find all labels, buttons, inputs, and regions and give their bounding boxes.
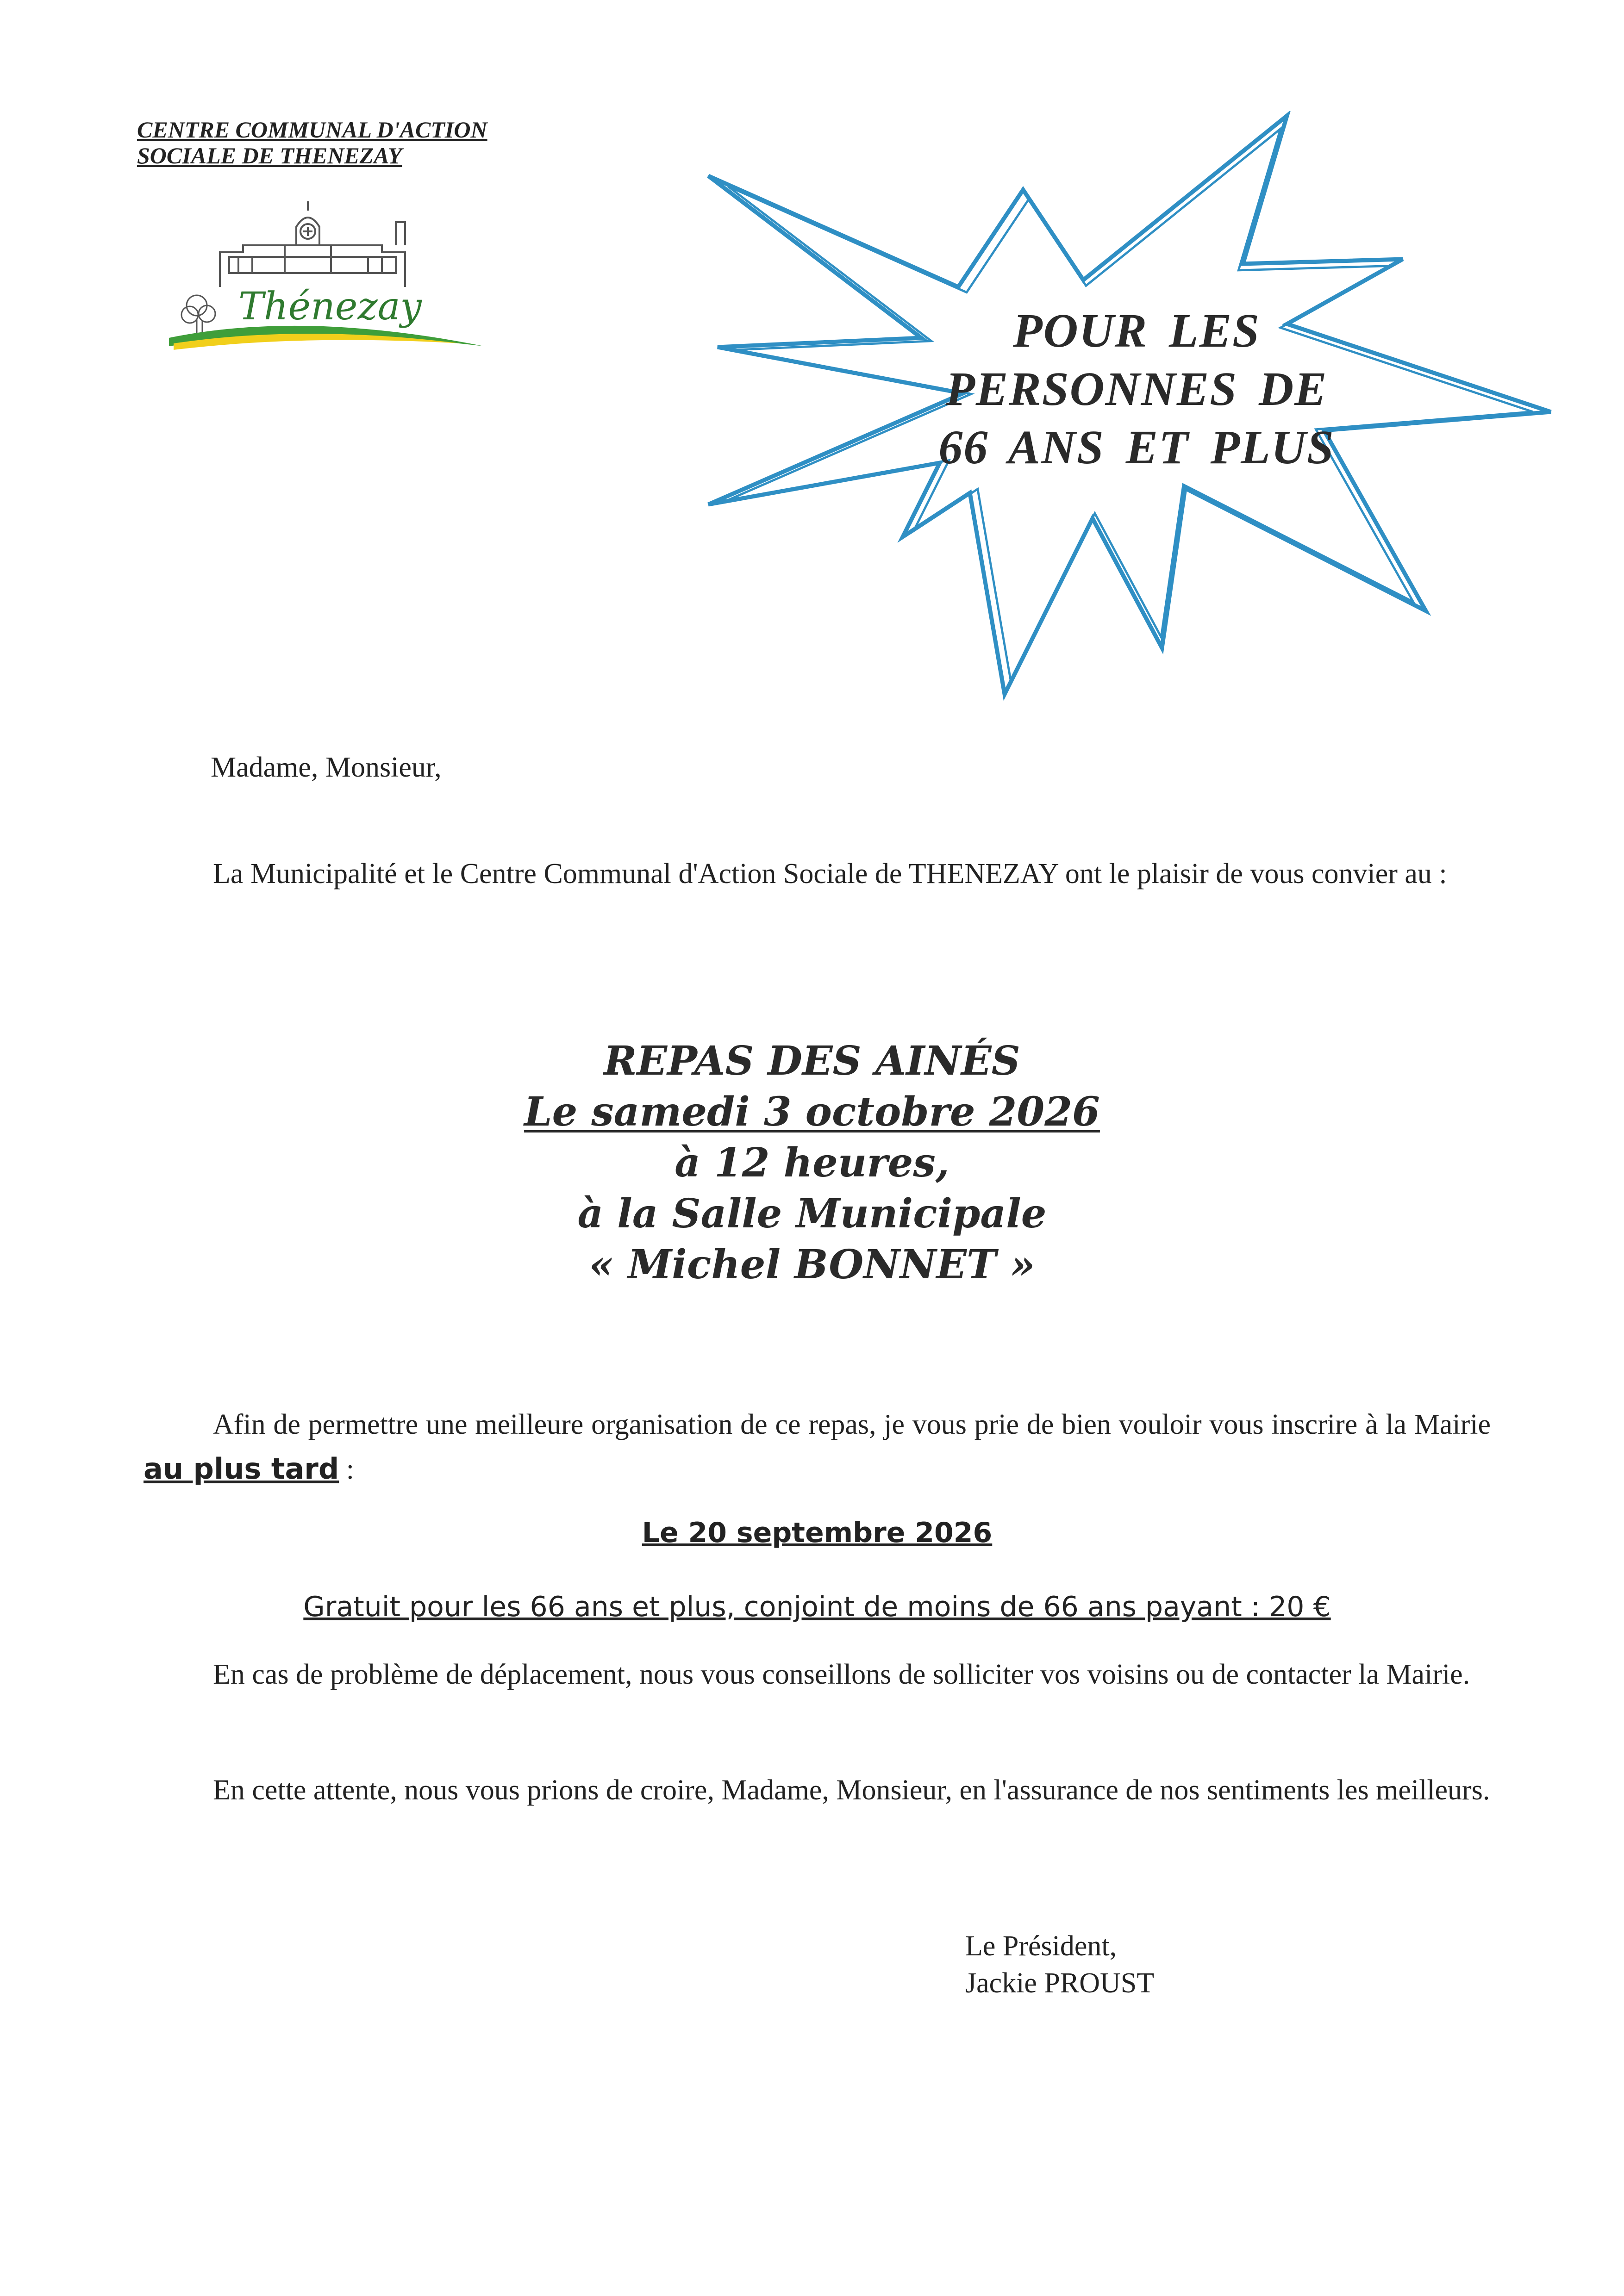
signature-title: Le Président, [965, 1930, 1117, 1962]
registration-deadline: Le 20 septembre 2026 [642, 1517, 993, 1549]
registration-text: Afin de permettre une meilleure organisation de ce repas, je vous prie de bien vouloir vous inscrire à la Mairie [213, 1409, 1491, 1440]
starburst-line1: POUR LES [1013, 304, 1260, 357]
intro-paragraph: La Municipalité et le Centre Communal d'Action Sociale de THENEZAY ont le plaisir de vous convier au : [213, 858, 1447, 890]
event-date: Le samedi 3 octobre 2026 [524, 1089, 1100, 1135]
event-time: à 12 heures, [675, 1139, 949, 1186]
registration-colon: : [339, 1454, 354, 1485]
thenezay-logo [164, 199, 488, 375]
event-details [231, 1036, 1393, 1290]
starburst-line2: PERSONNES DE [945, 362, 1328, 416]
event-place: à la Salle Municipale [577, 1190, 1047, 1237]
closing-paragraph: En cette attente, nous vous prions de croire, Madame, Monsieur, en l'assurance de nos sentiments les meilleurs. [213, 1774, 1490, 1806]
registration-emphasis: au plus tard [144, 1452, 339, 1486]
organization-name-line2: SOCIALE DE THENEZAY [137, 143, 402, 168]
organization-name-line1: CENTRE COMMUNAL D'ACTION [137, 117, 487, 143]
starburst-text [870, 302, 1403, 477]
signature-name: Jackie PROUST [965, 1967, 1155, 1999]
organization-name [137, 117, 487, 168]
salutation: Madame, Monsieur, [211, 752, 442, 783]
transport-paragraph: En cas de problème de déplacement, nous vous conseillons de solliciter vos voisins ou de contacter la Mairie. [213, 1659, 1470, 1690]
event-venue: « Michel BONNET » [589, 1241, 1035, 1288]
logo-text: Thénezay [238, 285, 422, 329]
pricing-line: Gratuit pour les 66 ans et plus, conjoint de moins de 66 ans payant : 20 € [303, 1591, 1331, 1623]
event-title: REPAS DES AINÉS [604, 1038, 1020, 1084]
registration-paragraph [144, 1402, 1491, 1492]
signature-block [965, 1928, 1154, 2002]
starburst-line3: 66 ANS ET PLUS [938, 421, 1335, 474]
